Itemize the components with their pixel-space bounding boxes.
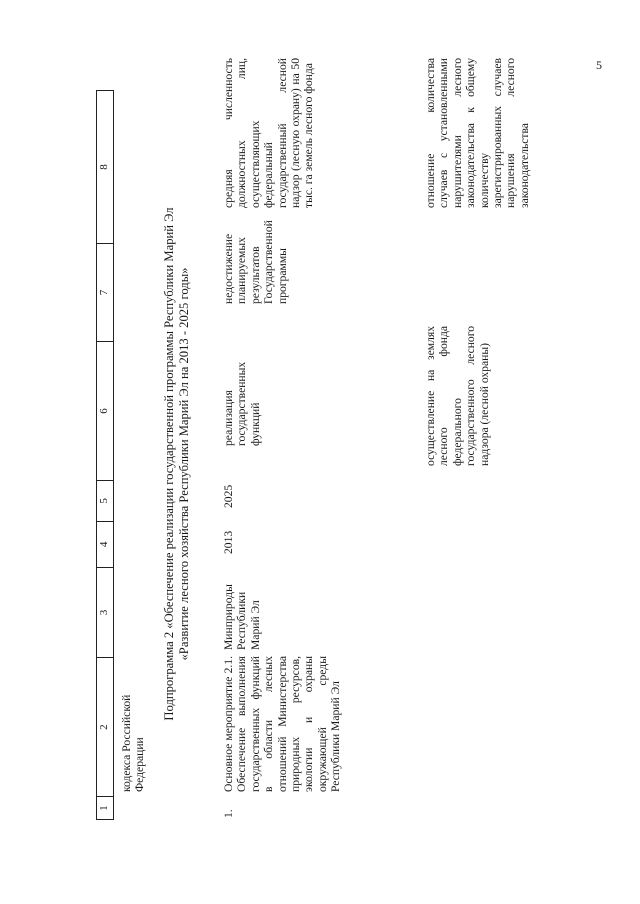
subprogram-title-line2: «Развитие лесного хозяйства Республики Марий Эл на 2013 - 2025 годы» xyxy=(177,267,191,661)
col-number-2: 2 xyxy=(97,657,114,796)
row1-end-year: 2025 xyxy=(222,484,235,508)
col-number-4: 4 xyxy=(97,521,114,567)
column-number-header xyxy=(96,90,114,820)
row2-indicator: отношение количества случаев с установленными нарушителями лесного законодательства к общему количеству зарегистрированных случаев нарушения лесного законодательства xyxy=(424,58,531,208)
col-number-1: 1 xyxy=(97,797,114,820)
row1-executor: Минприроды Республики Марий Эл xyxy=(222,584,262,650)
col-number-3: 3 xyxy=(97,568,114,658)
col-number-5: 5 xyxy=(97,481,114,522)
rotated-table-page xyxy=(60,24,620,844)
col-number-7: 7 xyxy=(97,244,114,342)
subprogram-title-line1: Подпрограмма 2 «Обеспечение реализации государственной программы Республики Марий Эл xyxy=(162,207,176,721)
row1-number: 1. xyxy=(222,809,235,818)
subprogram-title xyxy=(162,184,192,744)
row1-indicator: средняя численность должностных лиц, осуществляющих федеральный государственный лесной надзор (лесную охрану) на 50 тыс. га земель лесного фонда xyxy=(222,58,316,208)
row2-result: осуществление на землях лесного фонда федерального государственного лесного надзора (лесной охраны) xyxy=(424,326,491,466)
row1-start-year: 2013 xyxy=(222,530,235,554)
row1-measure: Основное мероприятие 2.1. Обеспечение выполнения государственных функций в области лесных отношений Министерства природных ресурсов, экологии и охраны окружающей среды Республики Марий Эл xyxy=(222,656,343,792)
row1-consequence: недостижение планируемых результатов Государственной программы xyxy=(222,220,289,304)
row1-result: реализация государственных функций xyxy=(222,361,262,446)
table-content xyxy=(60,24,620,844)
col-number-6: 6 xyxy=(97,341,114,480)
carryover-text: кодекса Российской Федерации xyxy=(120,694,147,792)
col-number-8: 8 xyxy=(97,91,114,244)
page-number: 5 xyxy=(596,58,602,72)
